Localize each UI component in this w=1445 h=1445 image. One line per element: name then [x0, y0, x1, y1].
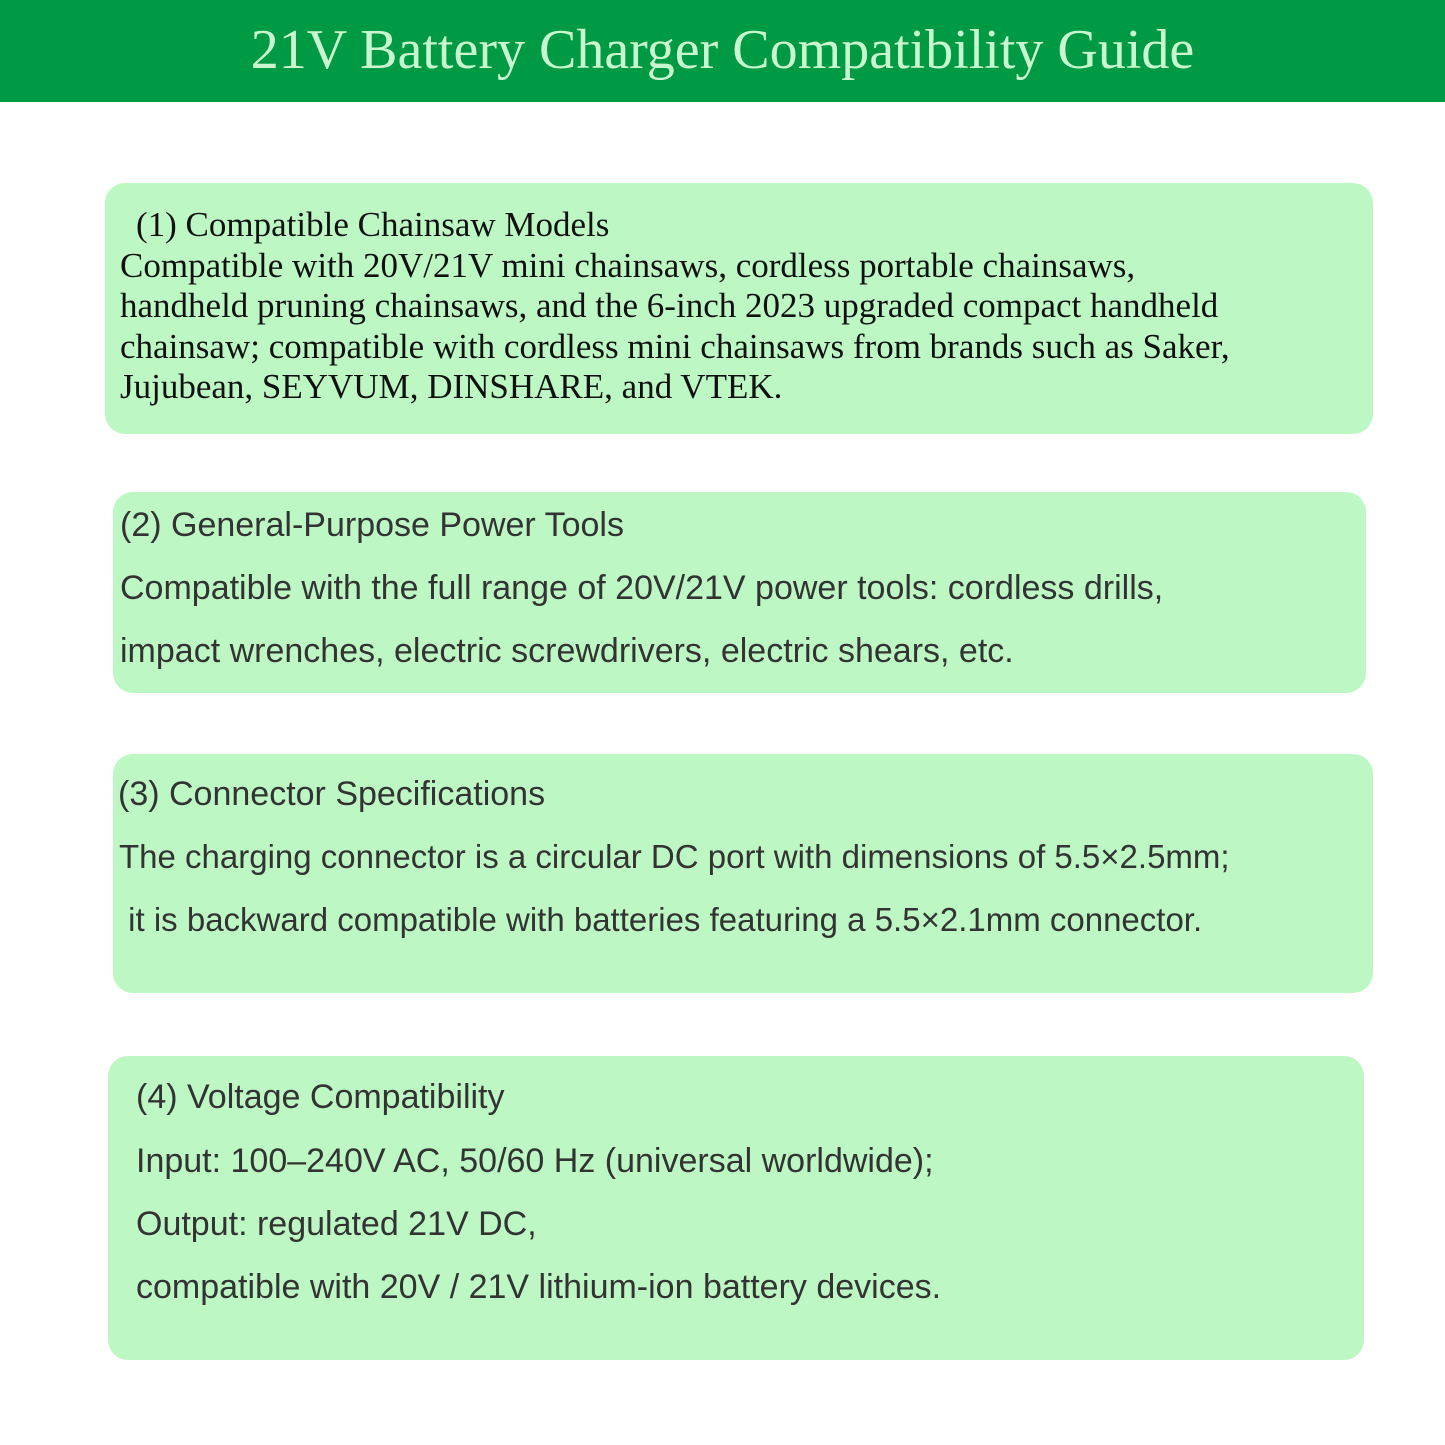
- header-banner: [0, 0, 1445, 102]
- section-voltage: [108, 1056, 1364, 1360]
- section-heading: (1) Compatible Chainsaw Models: [136, 205, 610, 244]
- section-line: Compatible with 20V/21V mini chainsaws, cordless portable chainsaws,: [120, 246, 1136, 285]
- section-line: Output: regulated 21V DC,: [136, 1205, 537, 1243]
- section-line: impact wrenches, electric screwdrivers, electric shears, etc.: [120, 632, 1014, 670]
- section-connector-specs: [113, 754, 1373, 993]
- section-line: chainsaw; compatible with cordless mini chainsaws from brands such as Saker,: [120, 327, 1230, 366]
- section-heading: (4) Voltage Compatibility: [136, 1078, 505, 1116]
- section-chainsaw-models: [105, 183, 1373, 434]
- section-heading: (2) General-Purpose Power Tools: [120, 506, 624, 544]
- page-title: 21V Battery Charger Compatibility Guide: [250, 19, 1195, 81]
- section-heading: (3) Connector Specifications: [118, 775, 546, 813]
- section-line: handheld pruning chainsaws, and the 6-inch 2023 upgraded compact handheld: [120, 286, 1219, 325]
- section-line: compatible with 20V / 21V lithium-ion battery devices.: [136, 1268, 942, 1306]
- section-line: Input: 100–240V AC, 50/60 Hz (universal worldwide);: [136, 1142, 934, 1180]
- section-line: it is backward compatible with batteries featuring a 5.5×2.1mm connector.: [119, 901, 1203, 938]
- section-power-tools: [113, 492, 1366, 693]
- section-line: Jujubean, SEYVUM, DINSHARE, and VTEK.: [120, 367, 783, 406]
- section-line: Compatible with the full range of 20V/21V power tools: cordless drills,: [120, 569, 1164, 607]
- section-line: The charging connector is a circular DC port with dimensions of 5.5×2.5mm;: [119, 838, 1230, 875]
